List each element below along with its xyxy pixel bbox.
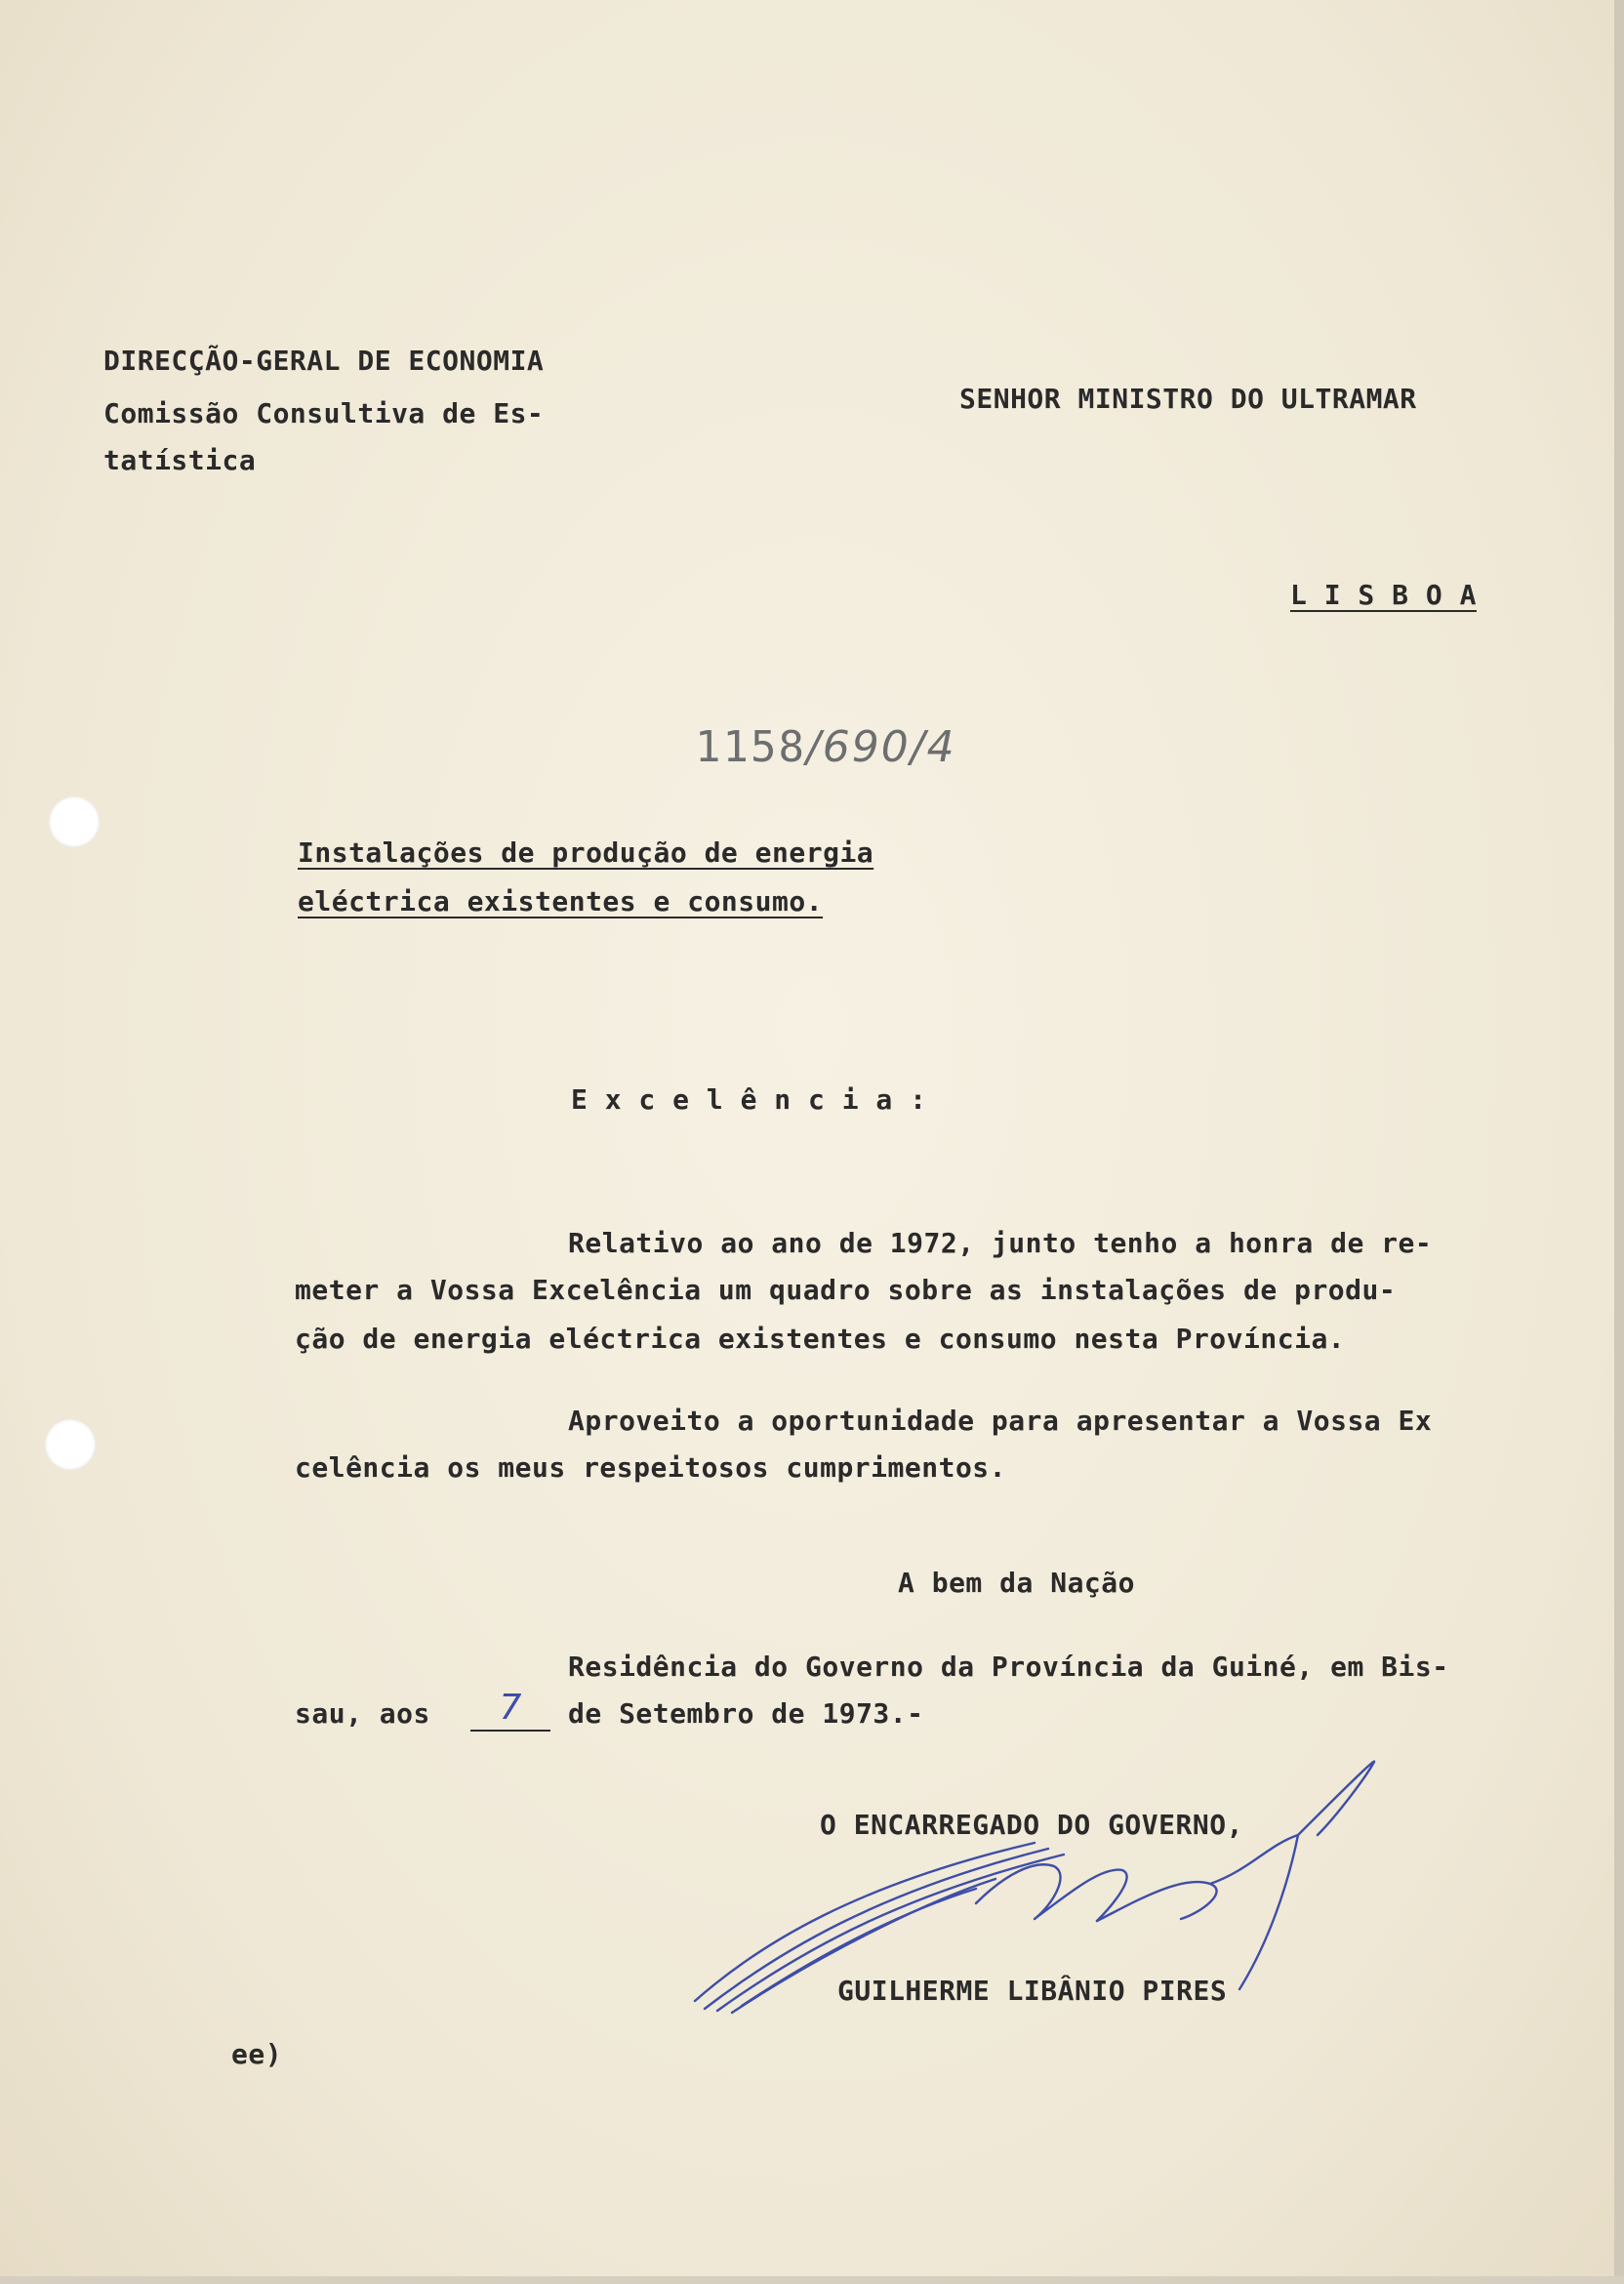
body-paragraph1-line2: meter a Vossa Excelência um quadro sobre as instalações de produ- (295, 1274, 1397, 1306)
typist-initials: ee) (231, 2038, 283, 2070)
body-paragraph1-line3: ção de energia eléctrica existentes e consumo nesta Província. (295, 1323, 1346, 1355)
paper-edge-right (1614, 0, 1624, 2284)
subject-line1: Instalações de produção de energia (298, 836, 874, 869)
department-name: DIRECÇÃO-GERAL DE ECONOMIA (103, 345, 545, 377)
reference-number (695, 722, 956, 772)
date-day-handwritten: 7 (499, 1688, 522, 1728)
salutation: E x c e l ê n c i a : (571, 1083, 927, 1116)
reference-typed: 1158 (695, 722, 806, 772)
body-paragraph2-line1: Aproveito a oportunidade para apresentar a Vossa Ex (568, 1405, 1433, 1437)
signatory-title: O ENCARREGADO DO GOVERNO, (820, 1809, 1243, 1841)
body-paragraph1-line1: Relativo ao ano de 1972, junto tenho a honra de re- (568, 1227, 1433, 1259)
commission-name-line1: Comissão Consultiva de Es- (103, 397, 545, 429)
signatory-name: GUILHERME LIBÂNIO PIRES (837, 1975, 1228, 2007)
date-day-blank (470, 1687, 550, 1732)
closing-formula: A bem da Nação (898, 1567, 1136, 1599)
reference-handwritten: /690/4 (805, 722, 956, 772)
paper-edge-bottom (0, 2276, 1624, 2284)
punch-hole-top (49, 796, 100, 847)
addressee-city: L I S B O A (1290, 579, 1477, 611)
commission-name-line2: tatística (103, 444, 257, 476)
punch-hole-bottom (45, 1419, 96, 1470)
addressee: SENHOR MINISTRO DO ULTRAMAR (959, 383, 1417, 415)
place-date-line1: Residência do Governo da Província da Guiné, em Bis- (568, 1651, 1449, 1683)
body-paragraph2-line2: celência os meus respeitosos cumprimentos. (295, 1451, 1007, 1484)
subject-line2: eléctrica existentes e consumo. (298, 885, 824, 918)
place-date-suffix: de Setembro de 1973.- (568, 1697, 924, 1730)
place-date-prefix: sau, aos (295, 1697, 430, 1730)
